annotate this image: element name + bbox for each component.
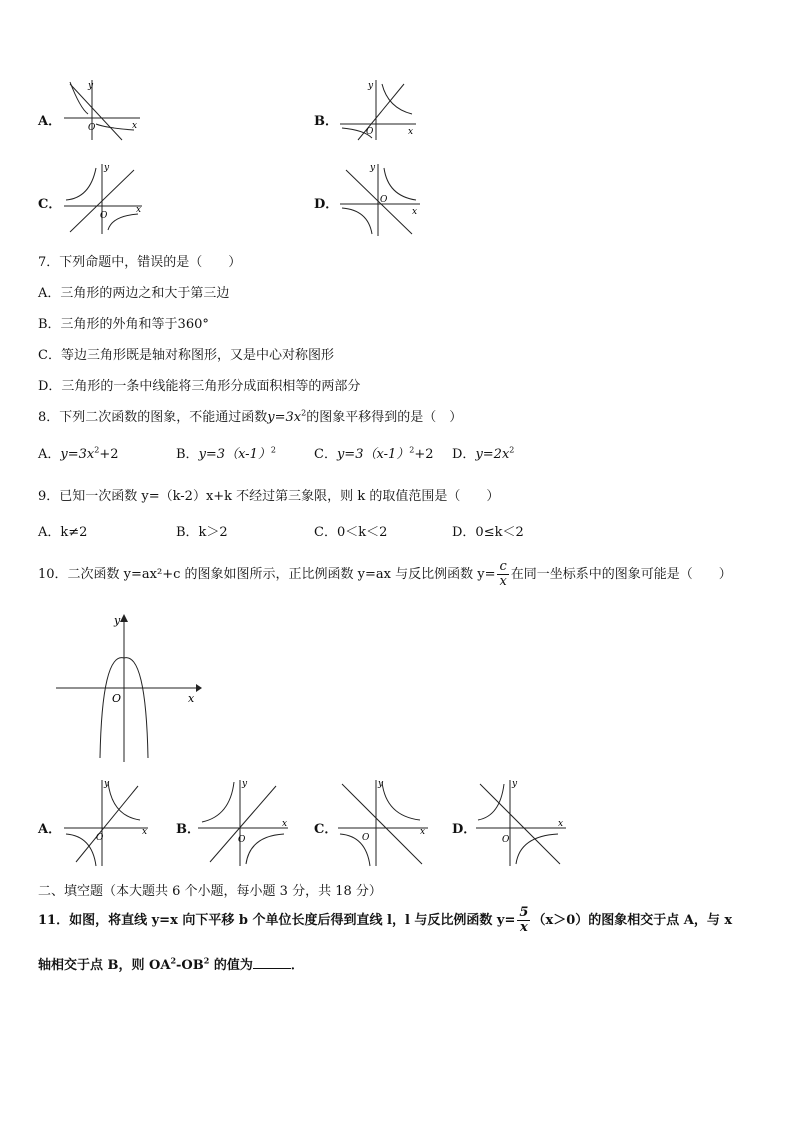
q10-parabola-graph [54, 612, 204, 762]
svg-text:O: O [238, 835, 246, 845]
q6-graph-b [338, 78, 418, 142]
svg-text:x: x [408, 127, 414, 137]
q9-stem: 9．已知一次函数 y=（k-2）x+k 不经过第三象限，则 k 的取值范围是（ ） [38, 489, 500, 504]
svg-text:O: O [88, 123, 96, 133]
q7-option-c: C．等边三角形既是轴对称图形，又是中心对称图形 [38, 348, 334, 363]
svg-text:x: x [188, 692, 195, 705]
svg-text:y: y [242, 779, 248, 789]
q8-stem: 8．下列二次函数的图象，不能通过函数$y=3x^2$的图象平移得到的是（ ） [38, 408, 463, 425]
q10-graph-a [62, 776, 152, 868]
q11-fraction: $\frac{5}{x}$ [519, 905, 529, 935]
q10-option-c-label: C． [314, 822, 338, 837]
svg-text:y: y [104, 163, 110, 173]
q10-stem: 10．二次函数 y=ax²+c 的图象如图所示，正比例函数 y=ax 与反比例函数 y= $\frac{c}{x}$ 在同一坐标系中的图象可能是（ ） [38, 559, 732, 589]
q9-option-a: A．k≠2 [38, 525, 88, 540]
svg-text:x: x [558, 819, 564, 829]
q8-option-b: B．$y=3(x-1)^2$ [176, 445, 276, 462]
q7-stem: 7．下列命题中，错误的是（ ） [38, 255, 242, 270]
q8-option-c: C．$y=3(x-1)^2+2$ [314, 445, 434, 462]
q6-graph-c [62, 160, 146, 236]
svg-text:y: y [104, 779, 110, 789]
svg-text:y: y [370, 163, 376, 173]
svg-text:O: O [380, 195, 388, 205]
svg-text:y: y [368, 81, 374, 91]
q9-option-b: B．k＞2 [176, 525, 228, 540]
q8-option-a: A．$y=3x^2+2$ [38, 445, 119, 462]
q6-graph-d [338, 160, 422, 238]
q10-option-a-label: A． [38, 822, 62, 837]
svg-text:O: O [96, 833, 104, 843]
svg-text:y: y [378, 779, 384, 789]
axis-y: y [88, 81, 94, 91]
q7-option-a: A．三角形的两边之和大于第三边 [38, 286, 230, 301]
q6-option-c-label: C． [38, 197, 62, 212]
q10-graph-b [196, 776, 292, 868]
q10-option-b-label: B． [176, 822, 200, 837]
svg-text:y: y [512, 779, 518, 789]
svg-text:x: x [136, 205, 142, 215]
section-2-heading: 二、填空题（本大题共 6 个小题，每小题 3 分，共 18 分） [38, 884, 382, 899]
svg-text:x: x [132, 121, 138, 131]
q10-option-d-label: D． [452, 822, 477, 837]
q6-option-b-label: B． [314, 114, 338, 129]
svg-text:x: x [282, 819, 288, 829]
svg-text:O: O [502, 835, 510, 845]
svg-text:O: O [366, 127, 374, 137]
q9-option-d: D．0≤k＜2 [452, 525, 524, 540]
q7-option-b: B．三角形的外角和等于360° [38, 317, 209, 332]
q10-graph-d [474, 776, 570, 868]
q11-line2: 轴相交于点 B，则 $OA^2-OB^2$ 的值为 ． [38, 955, 304, 973]
q10-graph-c [336, 776, 432, 868]
svg-text:x: x [142, 827, 148, 837]
q11-line1: 11．如图，将直线 y=x 向下平移 b 个单位长度后得到直线 l，l 与反比例函数 y= $\frac{5}{x}$ （x＞0）的图象相交于点 A，与 x [38, 905, 733, 935]
q6-option-d-label: D． [314, 197, 339, 212]
svg-text:x: x [420, 827, 426, 837]
svg-text:O: O [100, 211, 108, 221]
svg-text:y: y [114, 614, 121, 627]
q10-fraction: $\frac{c}{x}$ [499, 559, 507, 589]
q6-graph-a [62, 78, 142, 142]
answer-blank[interactable] [253, 968, 291, 969]
q9-option-c: C．0＜k＜2 [314, 525, 388, 540]
q6-option-a-label: A． [38, 114, 62, 129]
svg-text:O: O [362, 833, 370, 843]
q7-option-d: D．三角形的一条中线能将三角形分成面积相等的两部分 [38, 379, 361, 394]
svg-text:x: x [412, 207, 418, 217]
svg-text:O: O [112, 692, 122, 705]
q8-option-d: D．$y=2x^2$ [452, 445, 515, 462]
